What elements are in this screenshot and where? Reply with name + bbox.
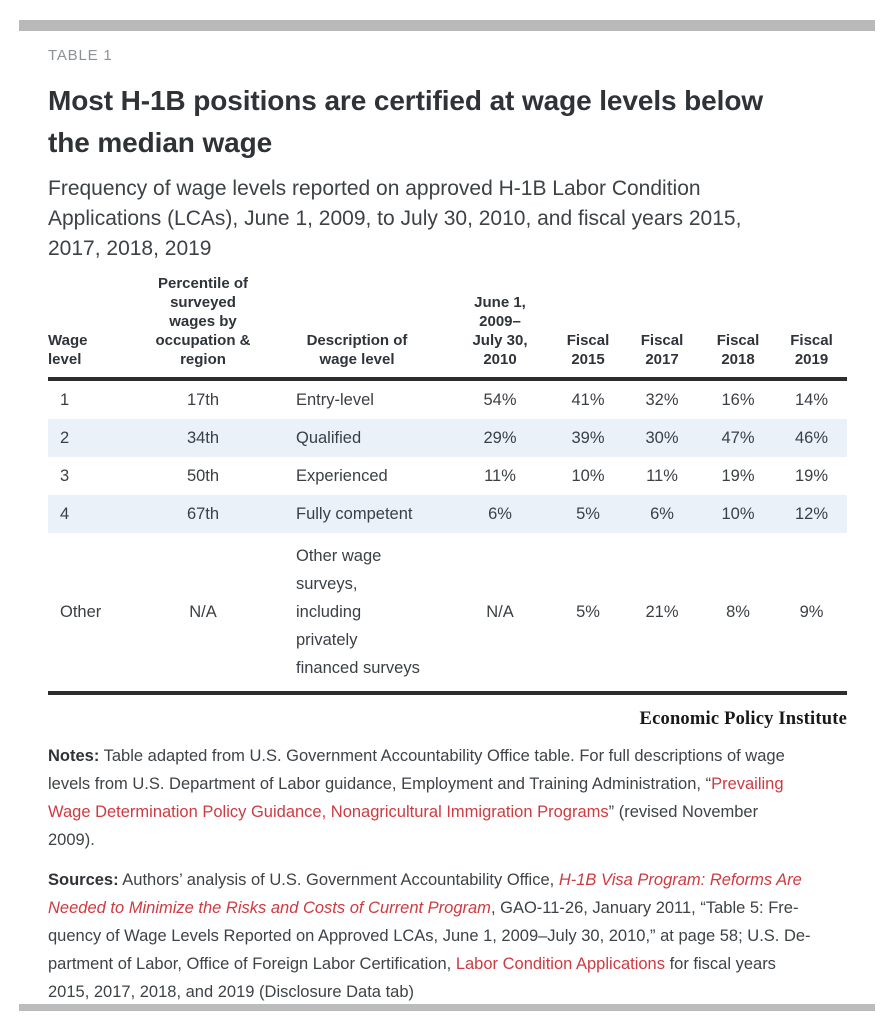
link[interactable]: Wage Determination Policy Guidance, Nonagricultural Immigration Programs (48, 803, 609, 821)
link[interactable]: Prevailing (711, 775, 784, 793)
text-segment: ” (revised November (608, 803, 759, 821)
epi-wordmark: Economic Policy Institute (639, 709, 847, 729)
table-cell: 6% (488, 505, 512, 523)
table-cell: 4 (60, 505, 70, 523)
table-cell: 19% (721, 467, 755, 485)
text-segment: Sources: (48, 871, 119, 889)
column-header: Fiscal 2019 (776, 274, 847, 379)
paragraph-line (48, 798, 848, 826)
figure-subtitle: Frequency of wage levels reported on approved H-1B Labor Condition Applications (LCAs), June 1, 2009, to July 30, 2010, and fiscal years 2015, 2017, 2018, 2019 (48, 177, 742, 260)
table-cell: 29% (483, 429, 517, 447)
paragraph-line (48, 922, 848, 950)
table-cell: 6% (650, 505, 674, 523)
table-cell: 16% (721, 391, 755, 409)
table-row (48, 379, 847, 419)
table-cell: 21% (645, 603, 679, 621)
table-cell: 9% (799, 603, 824, 621)
paragraph-line (48, 770, 848, 798)
text-segment: Authors’ analysis of U.S. Government Accountability Office, (118, 871, 559, 889)
table-cell: 10% (571, 467, 605, 485)
table-row (48, 533, 847, 693)
table-cell: 5% (576, 505, 600, 523)
table-body (48, 379, 847, 693)
figure-content (48, 48, 848, 1006)
top-divider-bar (19, 20, 875, 31)
text-segment: 2015, 2017, 2018, and 2019 (Disclosure Data tab) (48, 983, 414, 1001)
table-row (48, 495, 847, 533)
paragraph-line (48, 742, 848, 770)
paragraph-line (48, 894, 848, 922)
table-cell: 2 (60, 429, 70, 447)
table-cell: 11% (484, 467, 516, 485)
bottom-divider-bar (19, 1004, 875, 1011)
table-cell: 46% (794, 429, 829, 447)
table-cell: 19% (794, 467, 829, 485)
paragraph-line (48, 978, 848, 1006)
table-row (48, 419, 847, 457)
sources-paragraph (48, 866, 848, 1006)
column-header: Description of wage level (266, 274, 448, 379)
column-header: June 1, 2009– July 30, 2010 (448, 274, 552, 379)
table-cell: 67th (186, 505, 220, 523)
text-segment: quency of Wage Levels Reported on Approved LCAs, June 1, 2009–July 30, 2010,” at page 58; U.S. De- (48, 927, 811, 945)
table-cell: N/A (189, 603, 217, 621)
text-segment: , GAO-11-26, January 2011, “Table 5: Fre- (490, 899, 799, 917)
table-cell: 54% (483, 391, 517, 409)
table-cell: 17th (186, 391, 220, 409)
column-header: Wage level (48, 274, 140, 379)
figure-title: Most H-1B positions are certified at wage levels below the median wage (48, 85, 764, 158)
text-segment: 2009). (48, 831, 95, 849)
table-cell: 10% (721, 505, 755, 523)
column-header: Fiscal 2017 (624, 274, 700, 379)
column-header: Percentile of surveyed wages by occupation & region (140, 274, 266, 379)
table-cell: 50th (186, 467, 220, 485)
table-cell: 32% (645, 391, 679, 409)
table-cell: 5% (576, 603, 600, 621)
table-cell: Entry-level (296, 391, 374, 409)
paragraph-line (48, 866, 848, 894)
table-cell: 3 (60, 467, 70, 485)
table-cell: 39% (571, 429, 605, 447)
table-cell: Other (60, 603, 102, 621)
table-cell: Other wage surveys, including privately financed surveys (296, 547, 420, 677)
table-cell: 11% (646, 467, 678, 485)
table-cell: 1 (60, 391, 70, 409)
table-cell: 14% (794, 391, 829, 409)
text-segment: Notes: (48, 747, 100, 765)
text-segment: Table adapted from U.S. Government Accountability Office table. For full descriptions of wage (99, 747, 785, 765)
notes-paragraph (48, 742, 848, 854)
table-row (48, 457, 847, 495)
table-cell: 34th (186, 429, 220, 447)
link[interactable]: Needed to Minimize the Risks and Costs of Current Program (48, 899, 491, 917)
table-cell: Qualified (296, 429, 362, 447)
wage-levels-table (48, 274, 847, 695)
paragraph-line (48, 826, 848, 854)
header-row (48, 274, 847, 379)
column-header: Fiscal 2015 (552, 274, 624, 379)
table-number-label: TABLE 1 (48, 47, 113, 64)
link[interactable]: H-1B Visa Program: Reforms Are (558, 871, 802, 889)
table-cell: N/A (486, 603, 514, 621)
text-segment: for fiscal years (664, 955, 776, 973)
table-cell: 12% (794, 505, 829, 523)
table-cell: 41% (571, 391, 605, 409)
table-header (48, 274, 847, 379)
text-segment: partment of Labor, Office of Foreign Labor Certification, (48, 955, 456, 973)
table-cell: 47% (721, 429, 755, 447)
text-segment: levels from U.S. Department of Labor guidance, Employment and Training Administration, “ (48, 775, 712, 793)
table-cell: Fully competent (296, 505, 413, 523)
table-cell: 8% (726, 603, 750, 621)
link[interactable]: Labor Condition Applications (455, 955, 665, 973)
table-cell: Experienced (296, 467, 388, 485)
column-header: Fiscal 2018 (700, 274, 776, 379)
paragraph-line (48, 950, 848, 978)
table-cell: 30% (645, 429, 679, 447)
